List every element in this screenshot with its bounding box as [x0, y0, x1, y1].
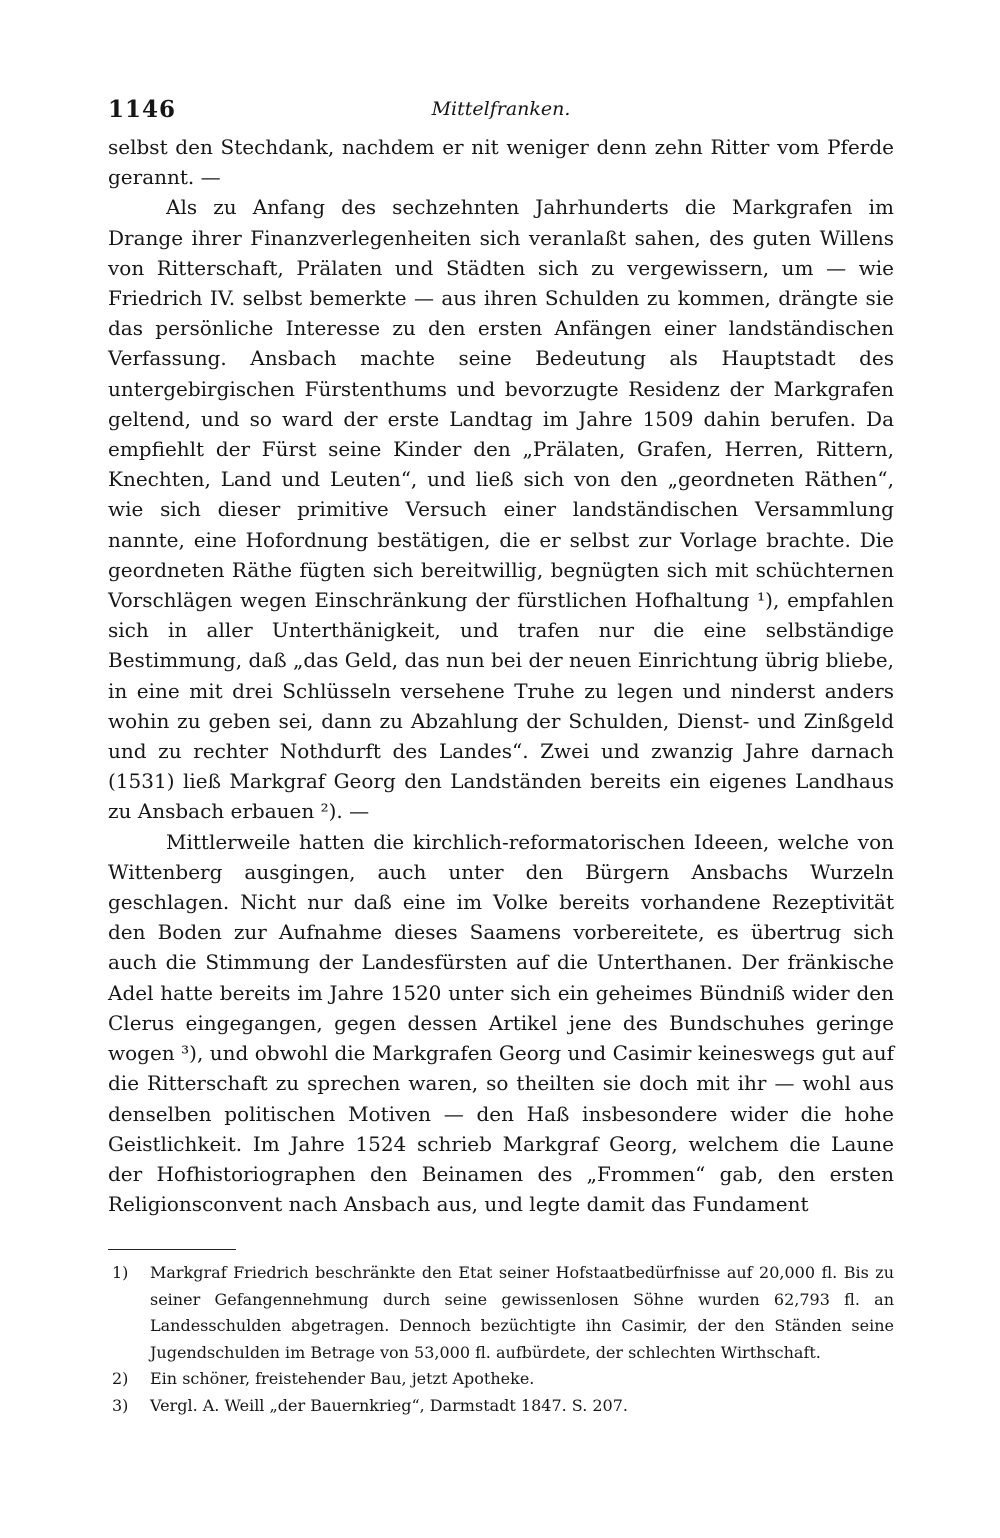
footnote-1 — [108, 1260, 894, 1366]
footnote-text: Vergl. A. Weill „der Bauernkrieg“, Darmstadt 1847. S. 207. — [150, 1395, 628, 1415]
page-number: 1146 — [108, 96, 177, 123]
running-title: Mittelfranken. — [431, 98, 571, 120]
footnote-2 — [108, 1366, 894, 1393]
footnote-text: Markgraf Friedrich beschränkte den Etat seiner Hofstaatbedürfnisse auf 20,000 fl. Bis zu seiner Gefangennehmung durch seine gewissenlosen Söhne wurden 62,793 fl. an Landesschulden abgetragen. Dennoch bezüchtigte ihn Casimir, der den Ständen seine Jugendschulden im Betrage von 53,000 fl. aufbürdete, der schlechten Wirthschaft. — [150, 1263, 894, 1362]
running-head — [108, 92, 894, 132]
footnote-marker: 2) — [112, 1369, 129, 1389]
document-page — [108, 92, 894, 1419]
footnote-divider — [108, 1249, 236, 1250]
footnote-marker: 3) — [112, 1395, 129, 1415]
paragraph-reformation: Mittlerweile hatten die kirchlich-reformatorischen Ideeen, welche von Wittenberg ausgingen, auch unter den Bürgern Ansbachs Wurzeln geschlagen. Nicht nur daß eine im Volke bereits vorhandene Rezeptivität den Boden zur Aufnahme dieses Saamens vorbereitete, es übertrug sich auch die Stimmung der Landesfürsten auf die Unterthanen. Der fränkische Adel hatte bereits im Jahre 1520 unter sich ein geheimes Bündniß wider den Clerus eingegangen, gegen dessen Artikel jene des Bundschuhes geringe wogen ³), und obwohl die Markgrafen Georg und Casimir keineswegs gut auf die Ritterschaft zu sprechen waren, so theilten sie doch mit ihr — wohl aus denselben politischen Motiven — den Haß insbesondere wider die hohe Geistlichkeit. Im Jahre 1524 schrieb Markgraf Georg, welchem die Laune der Hofhistoriographen den Beinamen des „Frommen“ gab, den ersten Religionsconvent nach Ansbach aus, und legte damit das Fundament — [108, 829, 894, 1217]
body-text — [108, 132, 894, 1219]
footnote-3 — [108, 1393, 894, 1420]
paragraph-continuation: selbst den Stechdank, nachdem er nit weniger denn zehn Ritter vom Pferde gerannt. — — [108, 135, 894, 190]
footnotes — [108, 1260, 894, 1419]
footnote-marker: 1) — [112, 1263, 129, 1283]
paragraph-landtag: Als zu Anfang des sechzehnten Jahrhunderts die Markgrafen im Drange ihrer Finanzverlegenheiten sich veranlaßt sahen, des guten Willens von Ritterschaft, Prälaten und Städten sich zu vergewissern, um — wie Friedrich IV. selbst bemerkte — aus ihren Schulden zu kommen, drängte sie das persönliche Interesse zu den ersten Anfängen einer landständischen Verfassung. Ansbach machte seine Bedeutung als Hauptstadt des untergebirgischen Fürstenthums und bevorzugte Residenz der Markgrafen geltend, und so ward der erste Landtag im Jahre 1509 dahin berufen. Da empfiehlt der Fürst seine Kinder den „Prälaten, Grafen, Herren, Rittern, Knechten, Land und Leuten“, und ließ sich von den „geordneten Räthen“, wie sich dieser primitive Versuch einer landständischen Versammlung nannte, eine Hofordnung bestätigen, die er selbst zur Vorlage brachte. Die geordneten Räthe fügten sich bereitwillig, begnügten sich mit schüchternen Vorschlägen wegen Einschränkung der fürstlichen Hofhaltung ¹), empfahlen sich in aller Unterthänigkeit, und trafen nur die eine selbständige Bestimmung, daß „das Geld, das nun bei der neuen Einrichtung übrig bliebe, in eine mit drei Schlüsseln versehene Truhe zu legen und ninderst anders wohin zu geben sei, dann zu Abzahlung der Schulden, Dienst- und Zinßgeld und zu rechter Nothdurft des Landes“. Zwei und zwanzig Jahre darnach (1531) ließ Markgraf Georg den Landständen bereits ein eigenes Landhaus zu Ansbach erbauen ²). — — [108, 195, 894, 824]
footnote-text: Ein schöner, freistehender Bau, jetzt Apotheke. — [150, 1369, 535, 1389]
